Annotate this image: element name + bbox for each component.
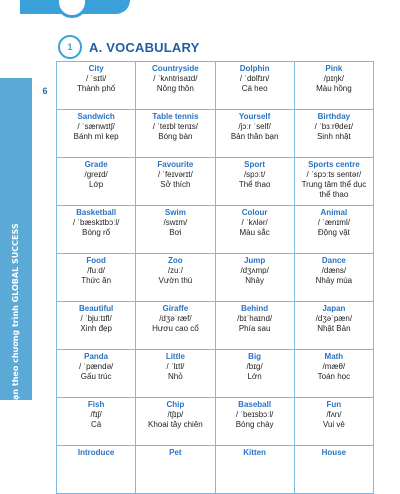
vocab-cell [57, 302, 136, 350]
vocab-meaning: Bóng chày [235, 420, 274, 429]
vocab-cell [215, 398, 294, 446]
vocab-word: Basketball [76, 208, 117, 217]
vocab-cell [136, 302, 215, 350]
vocab-word: Fish [87, 400, 105, 409]
table-row [57, 446, 374, 494]
vocab-word: Favourite [157, 160, 194, 169]
vocab-word: Pink [325, 64, 343, 73]
vocab-ipa: / ˈsɪti/ [86, 74, 107, 83]
vocab-cell [215, 350, 294, 398]
vocab-meaning: Lớn [247, 372, 262, 381]
vocab-cell [294, 206, 373, 254]
vocab-meaning: Bản thân bạn [230, 132, 279, 141]
vocab-ipa: /tʃɪp/ [167, 410, 184, 419]
vocab-cell [215, 206, 294, 254]
vocab-word: Swim [164, 208, 186, 217]
vocab-meaning: Cá heo [241, 84, 268, 93]
vocab-ipa: / ˈlɪtl/ [166, 362, 185, 371]
vocab-ipa: / ˈbeɪsbɔːl/ [235, 410, 274, 419]
vocab-ipa: /dʒʌmp/ [240, 266, 269, 275]
vocab-meaning: Cá [91, 420, 102, 429]
vocab-ipa: / ˈpændə/ [79, 362, 114, 371]
table-row [57, 206, 374, 254]
vocab-word: Beautiful [79, 304, 114, 313]
vocab-ipa: /fuːd/ [87, 266, 106, 275]
vocab-ipa: /swɪm/ [163, 218, 188, 227]
vocab-word: Giraffe [162, 304, 189, 313]
vocab-cell [136, 254, 215, 302]
vocab-word: Introduce [77, 448, 115, 457]
vocab-word: City [88, 64, 104, 73]
vocab-ipa: / ˈdɒlfɪn/ [239, 74, 270, 83]
vocab-meaning: Sở thích [160, 180, 191, 189]
vocab-word: Behind [241, 304, 269, 313]
vocab-word: Animal [320, 208, 348, 217]
vocab-meaning: Thành phố [76, 84, 116, 93]
vocab-word: Baseball [238, 400, 272, 409]
vocab-word: Panda [84, 352, 109, 361]
vocab-word: Kitten [243, 448, 266, 457]
vocab-ipa: /pɪŋk/ [323, 74, 344, 83]
vocab-word: Little [165, 352, 185, 361]
vocab-cell [294, 398, 373, 446]
vocab-meaning: Khoai tây chiên [148, 420, 203, 429]
vocab-cell [136, 110, 215, 158]
vocab-ipa: / ˈkʌntrisaɪd/ [153, 74, 198, 83]
vocab-cell [294, 350, 373, 398]
vocab-meaning: Bóng rổ [82, 228, 111, 237]
top-badge-icon [56, 0, 88, 18]
table-row [57, 350, 374, 398]
vocab-ipa: /zuː/ [167, 266, 183, 275]
vocab-meaning: Màu sắc [239, 228, 270, 237]
vocab-ipa: / ˈspɔːts sentər/ [306, 170, 362, 179]
vocab-cell [215, 158, 294, 206]
vocab-word: Colour [241, 208, 268, 217]
vocab-ipa: /dʒəˈpæn/ [315, 314, 353, 323]
vocab-ipa: / ˈteɪbl tenɪs/ [152, 122, 199, 131]
vocab-cell [136, 62, 215, 110]
vocab-cell [57, 446, 136, 494]
vocab-ipa: /bɪg/ [246, 362, 263, 371]
vocab-cell [57, 110, 136, 158]
vocab-word: Math [324, 352, 344, 361]
vocab-meaning: Toán học [317, 372, 351, 381]
vocab-ipa: / ˈbɜːrθdeɪ/ [314, 122, 354, 131]
vocab-meaning: Thể thao [238, 180, 271, 189]
vocab-meaning: Gấu trúc [80, 372, 112, 381]
vocab-cell [136, 446, 215, 494]
side-title: Biên soạn theo chương trình GLOBAL SUCCESS [11, 223, 20, 433]
vocab-meaning: Màu hồng [316, 84, 352, 93]
vocab-word: Grade [84, 160, 108, 169]
vocab-meaning: Xinh đẹp [80, 324, 112, 333]
vocab-meaning: Nhảy [245, 276, 264, 285]
vocab-cell [57, 62, 136, 110]
vocab-word: Pet [169, 448, 182, 457]
vocab-ipa: / ˈbæskɪtbɔːl/ [72, 218, 120, 227]
vocab-ipa: /dʒəˈræf/ [159, 314, 192, 323]
vocab-cell [136, 158, 215, 206]
vocab-cell [57, 158, 136, 206]
vocab-cell [294, 158, 373, 206]
page-number: 6 [42, 86, 48, 96]
vocab-meaning: Phía sau [238, 324, 271, 333]
vocab-meaning: Vui vẻ [322, 420, 345, 429]
vocab-cell [57, 350, 136, 398]
vocabulary-table [56, 61, 374, 494]
vocab-cell [57, 398, 136, 446]
vocab-meaning: Sinh nhật [316, 132, 351, 141]
vocab-word: Sports centre [308, 160, 360, 169]
vocab-word: Countryside [152, 64, 199, 73]
vocab-meaning: Trung tâm thể dục thể thao [301, 180, 367, 199]
vocab-meaning: Bơi [169, 228, 182, 237]
vocab-ipa: /fʌn/ [326, 410, 342, 419]
vocab-cell [294, 446, 373, 494]
vocab-word: Dance [321, 256, 346, 265]
vocab-ipa: / ˈsænwɪtʃ/ [77, 122, 115, 131]
table-row [57, 254, 374, 302]
vocab-cell [215, 446, 294, 494]
vocab-cell [215, 62, 294, 110]
section-header [58, 35, 199, 59]
vocab-word: Jump [243, 256, 266, 265]
table-row [57, 398, 374, 446]
vocab-meaning: Vườn thú [158, 276, 193, 285]
vocab-ipa: /spɔːt/ [243, 170, 266, 179]
vocab-cell [215, 254, 294, 302]
vocab-meaning: Nhảy múa [315, 276, 353, 285]
vocab-ipa: /fɪʃ/ [90, 410, 102, 419]
vocab-ipa: / ˈfeɪvərɪt/ [157, 170, 193, 179]
vocab-meaning: Nông thôn [156, 84, 194, 93]
vocab-word: Table tennis [152, 112, 199, 121]
vocab-cell [136, 350, 215, 398]
vocab-ipa: / ˈænɪml/ [317, 218, 350, 227]
vocab-word: Birthday [317, 112, 351, 121]
vocab-word: Chip [166, 400, 185, 409]
vocab-cell [294, 302, 373, 350]
vocab-word: Big [248, 352, 262, 361]
table-row [57, 302, 374, 350]
vocab-meaning: Thức ăn [81, 276, 112, 285]
side-bar [0, 78, 32, 433]
vocab-cell [294, 110, 373, 158]
section-title: A. VOCABULARY [89, 39, 200, 55]
section-book-icon [58, 35, 82, 59]
vocab-word: Dolphin [239, 64, 270, 73]
vocab-meaning: Hươu cao cổ [152, 324, 199, 333]
vocab-word: Yourself [238, 112, 271, 121]
vocab-word: Fun [326, 400, 342, 409]
vocab-meaning: Lớp [89, 180, 104, 189]
vocab-cell [136, 206, 215, 254]
vocab-word: Zoo [168, 256, 183, 265]
vocab-cell [294, 62, 373, 110]
vocab-cell [215, 302, 294, 350]
vocab-ipa: / ˈkʌlər/ [241, 218, 268, 227]
vocab-meaning: Nhật Bản [317, 324, 351, 333]
vocab-ipa: /bɪˈhaɪnd/ [237, 314, 273, 323]
vocab-word: Sport [244, 160, 266, 169]
table-row [57, 158, 374, 206]
vocab-ipa: /greɪd/ [84, 170, 108, 179]
vocab-meaning: Nhỏ [168, 372, 183, 381]
vocab-cell [57, 206, 136, 254]
vocab-word: Food [86, 256, 106, 265]
vocab-ipa: / ˈbjuːtɪfl/ [80, 314, 112, 323]
vocab-ipa: /jɔːr ˈself/ [238, 122, 271, 131]
vocab-meaning: Bóng bàn [158, 132, 193, 141]
vocab-word: House [321, 448, 347, 457]
table-row [57, 110, 374, 158]
vocab-ipa: /dæns/ [321, 266, 347, 275]
section-icon-label: 1 [67, 42, 73, 52]
vocab-meaning: Bánh mì kẹp [73, 132, 119, 141]
table-row [57, 62, 374, 110]
vocab-cell [57, 254, 136, 302]
vocab-ipa: /mæθ/ [322, 362, 346, 371]
vocab-word: Sandwich [77, 112, 115, 121]
vocab-word: Japan [322, 304, 346, 313]
vocab-cell [215, 110, 294, 158]
vocab-cell [294, 254, 373, 302]
vocab-cell [136, 398, 215, 446]
vocab-meaning: Động vật [317, 228, 350, 237]
